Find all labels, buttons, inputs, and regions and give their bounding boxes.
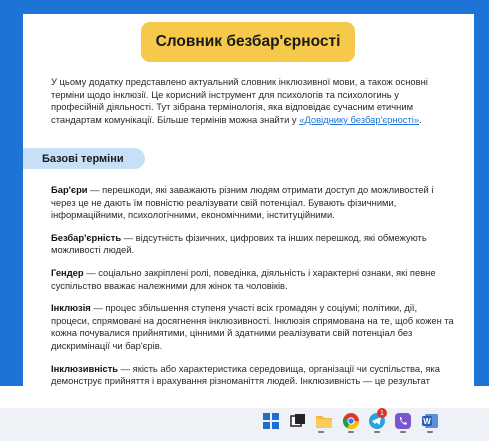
taskbar: [0, 408, 489, 441]
word-icon[interactable]: [421, 412, 439, 430]
taskbar-active-indicator: [374, 431, 380, 433]
term-name: Інклюзивність: [51, 362, 119, 374]
term-entry: [51, 302, 456, 352]
term-name: Гендер: [51, 266, 84, 278]
term-entry: [51, 232, 456, 257]
intro-paragraph: [51, 76, 451, 126]
windows-start-icon[interactable]: [262, 412, 280, 430]
term-definition: — перешкоди, які заважають різним людям отримати доступ до можливостей і через це не дають їм повністю реалізувати свій потенціал. Бувають фізичними, інформаційними, психологічними, економічними, інституційними.: [51, 184, 434, 221]
viber-icon[interactable]: [394, 412, 412, 430]
task-view-icon[interactable]: [289, 412, 307, 430]
page-title: Словник безбар'єрності: [141, 22, 355, 62]
taskbar-active-indicator: [318, 431, 324, 433]
term-entry: [51, 363, 456, 386]
term-name: Безбар'єрність: [51, 231, 122, 243]
svg-text:W: W: [423, 417, 431, 426]
chrome-icon[interactable]: [342, 412, 360, 430]
taskbar-active-indicator: [400, 431, 406, 433]
frame-top-border: [0, 0, 489, 14]
notification-badge: 1: [377, 408, 387, 418]
document-page[interactable]: [23, 14, 474, 386]
term-definition: — якість або характеристика середовища, організації чи суспільства, яка демонструє прийняття і врахування різноманіття людей. Інклюзивність — це результат: [51, 362, 440, 386]
term-definition: — процес збільшення ступеня участі всіх громадян у соціумі; політики, дії, процеси, спрямовані на досягнення інклюзивності. Інклюзія спрямована на те, щоб кожен та кожна почувалися прийнятими, цінними й здатними реалізувати свій потенціал без дискримінації чи бар'єрів.: [51, 302, 454, 351]
file-explorer-icon[interactable]: [315, 412, 333, 430]
glossary-link[interactable]: «Довіднику безбар'єрності»: [299, 113, 420, 125]
frame-right-border: [474, 0, 489, 386]
term-entry: [51, 184, 456, 222]
taskbar-active-indicator: [427, 431, 433, 433]
term-name: Бар'єри: [51, 184, 88, 195]
intro-text: У цьому додатку представлено актуальний словник інклюзивної мови, а також основні терміни щодо інклюзії. Це корисний інструмент для психологів та психологинь у професійній діяльності. Тут зібрана термінологія, яка відповідає сучасним етичним стандартам комунікації. Більше термінів можна знайти у: [51, 76, 428, 125]
term-name: Інклюзія: [51, 302, 91, 314]
terms-list: [51, 184, 456, 386]
term-definition: — соціально закріплені ролі, поведінка, діяльність і характерні ознаки, які певне суспільство вважає належними для жінок та чоловіків.: [51, 266, 436, 291]
term-definition: — відсутність фізичних, цифрових та інших перешкод, які обмежують можливості людей.: [51, 231, 427, 256]
term-entry: [51, 267, 456, 292]
taskbar-active-indicator: [348, 431, 354, 433]
intro-end: .: [419, 113, 422, 125]
document-bottom-area: [0, 386, 489, 408]
frame-left-border: [0, 0, 23, 386]
section-heading: Базові терміни: [23, 148, 145, 169]
